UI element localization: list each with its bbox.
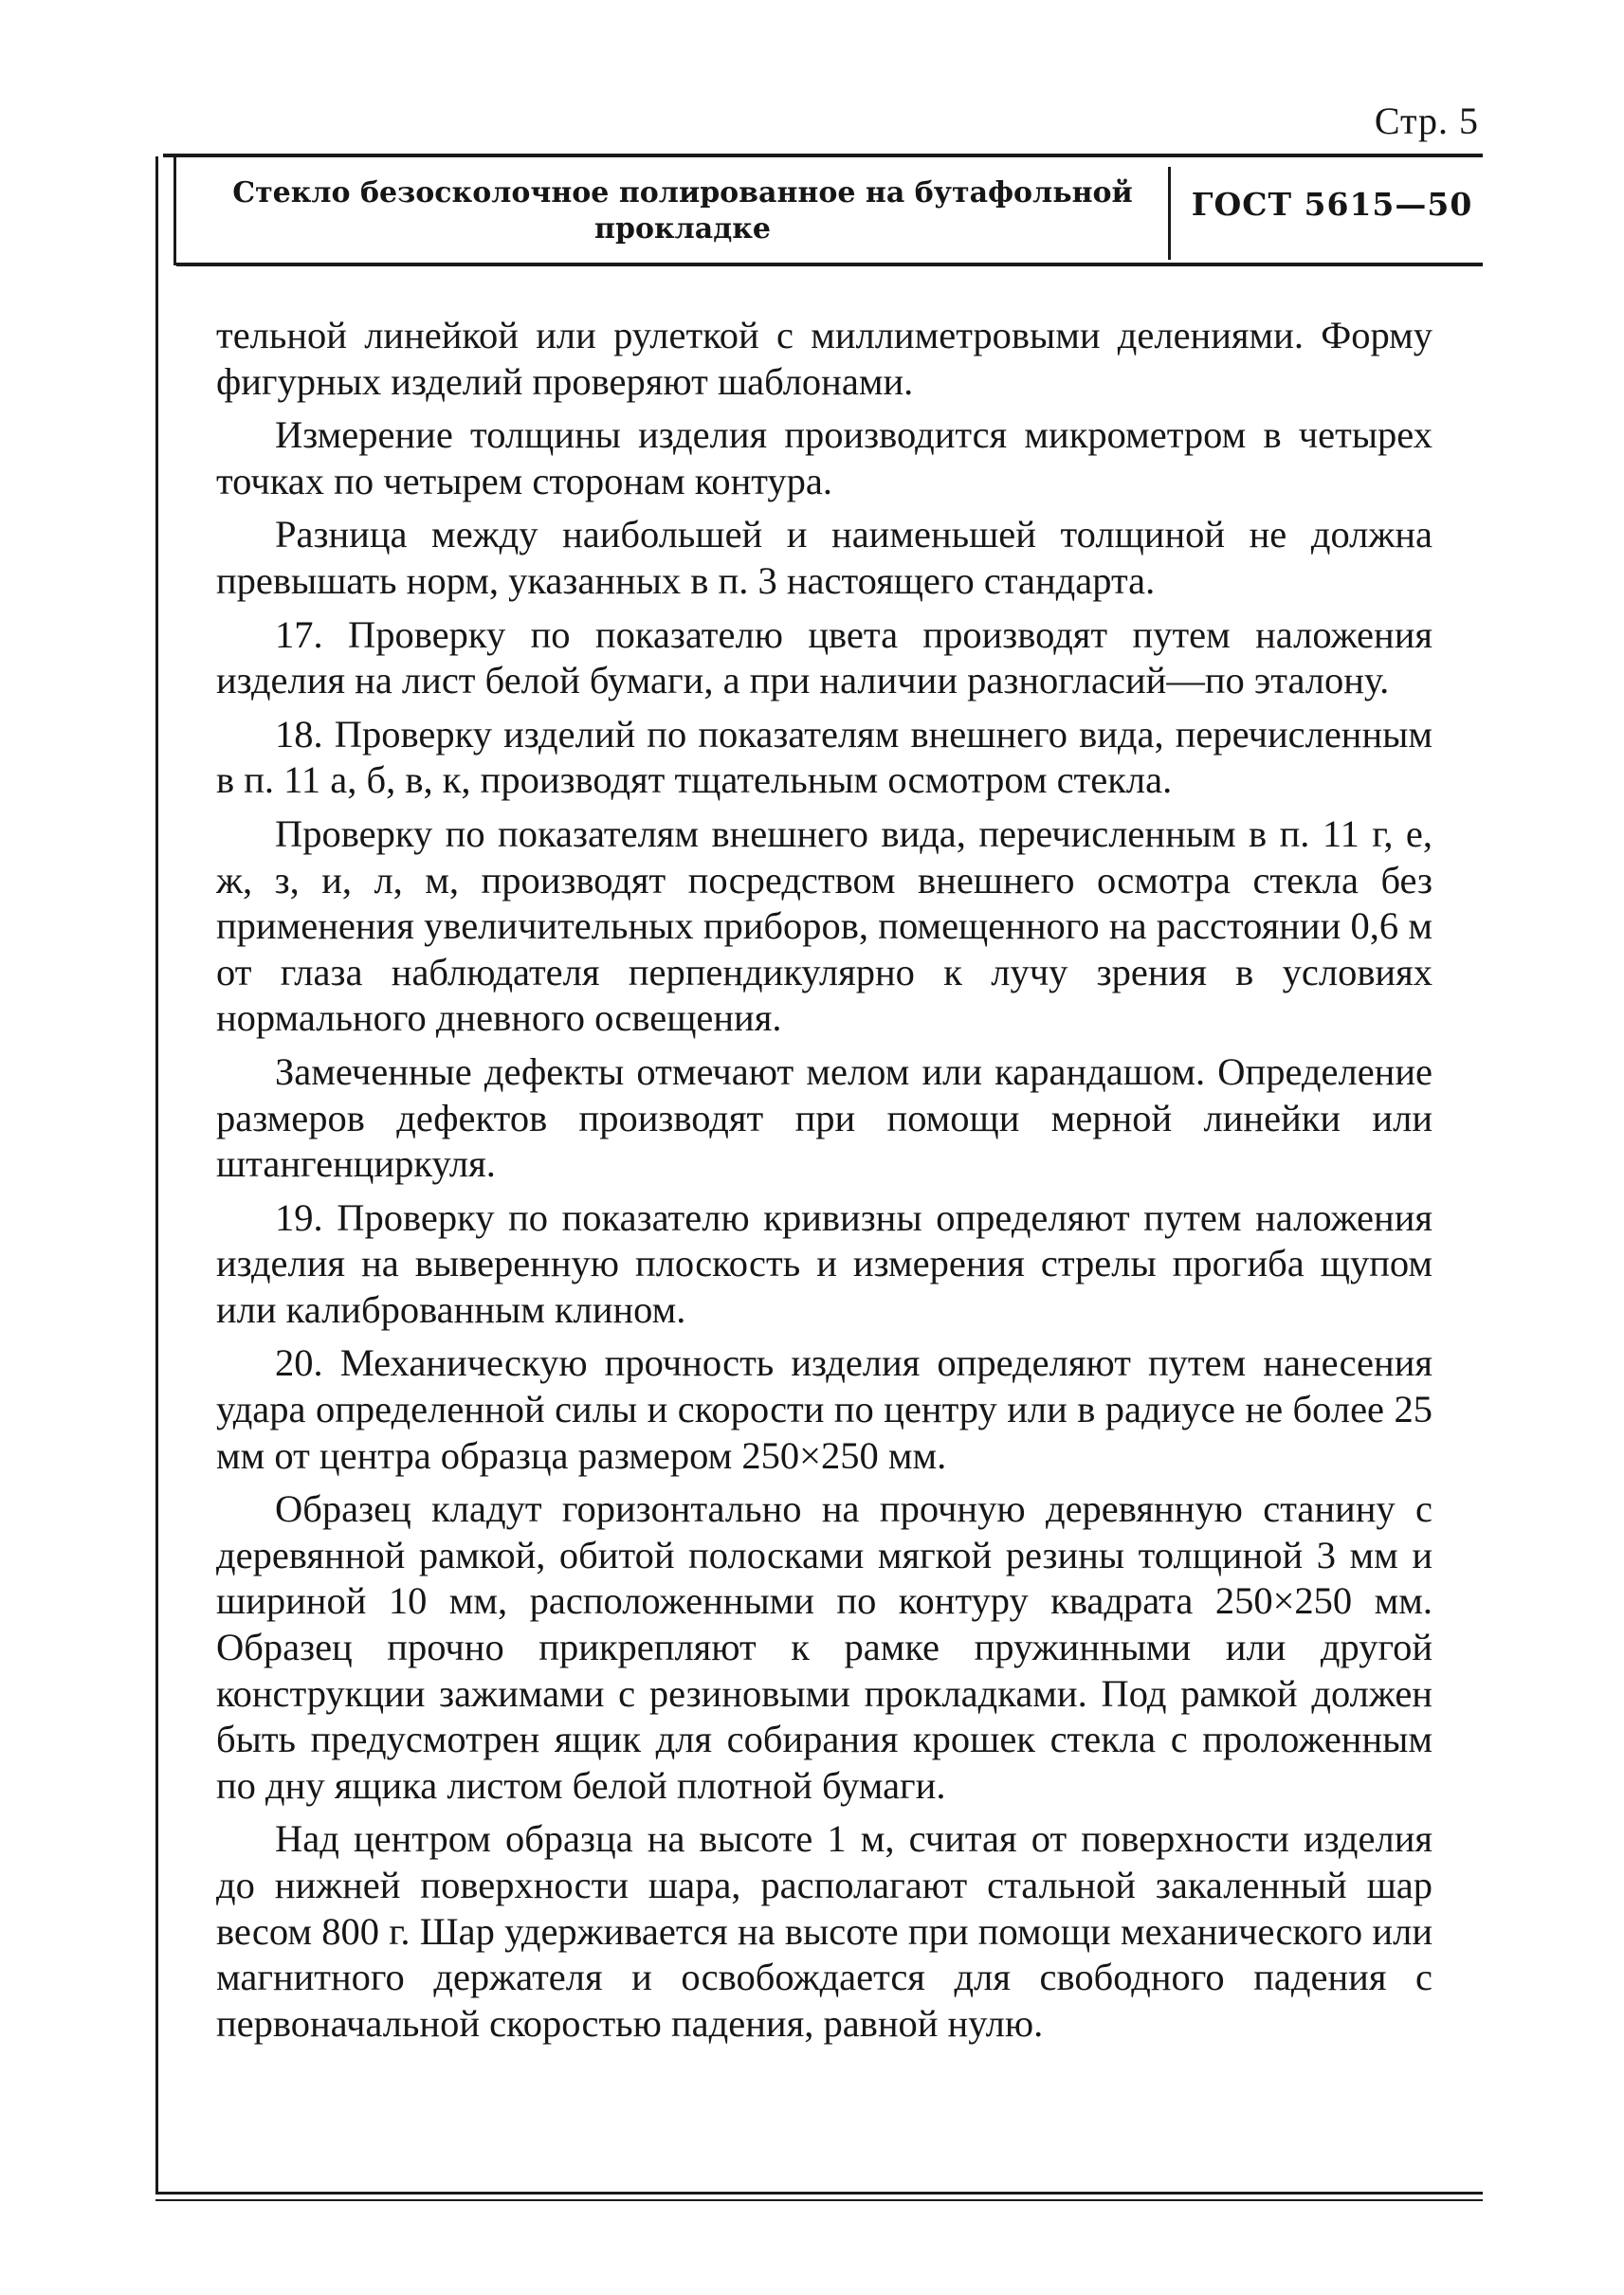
page-bottom-rule bbox=[155, 2192, 1483, 2195]
paragraph-visual-inspection: Проверку по показателям внешнего вида, перечисленным в п. 11 г, е, ж, з, и, л, м, производят посредством внешнего осмотра стекла без применения увеличительных приборов, помещенного на расстоянии 0,6 м от глаза наблюдателя перпендикулярно к лучу зрения в условиях нормального дневного освещения. bbox=[216, 811, 1432, 1040]
paragraph-19: 19. Проверку по показателю кривизны определяют путем наложения изделия на выверенную плоскость и измерения стрелы прогиба щупом или калиброванным клином. bbox=[216, 1195, 1432, 1331]
page-left-border bbox=[155, 156, 158, 2195]
paragraph-thickness-measurement: Измерение толщины изделия производится микрометром в четырех точках по четырем сторонам контура. bbox=[216, 413, 1432, 502]
document-code: ГОСТ 5615—50 bbox=[1191, 186, 1473, 223]
page-bottom-rule-thin bbox=[155, 2199, 1483, 2201]
paragraph-sample-mounting: Образец кладут горизонтально на прочную деревянную станину с деревянной рамкой, обитой полосками мягкой резины толщиной 3 мм и шириной 10 мм, расположенными по контуру квадрата 250×250 мм. Образец прочно прикрепляют к рамке пружинными или другой конструкции зажимами с резиновыми прокладками. Под рамкой должен быть предусмотрен ящик для собирания крошек стекла с проложенным по дну ящика листом белой плотной бумаги. bbox=[216, 1487, 1432, 1807]
header-divider bbox=[1168, 167, 1171, 260]
body-text bbox=[216, 313, 1432, 2047]
document-title: Стекло безосколочное полированное на бутафольной прокладке bbox=[232, 176, 1133, 246]
paragraph-defects: Замеченные дефекты отмечают мелом или карандашом. Определение размеров дефектов производят при помощи мерной линейки или штангенциркуля. bbox=[216, 1049, 1432, 1186]
paragraph-20: 20. Механическую прочность изделия определяют путем нанесения удара определенной силы и скорости по центру или в радиусе не более 25 мм от центра образца размером 250×250 мм. bbox=[216, 1341, 1432, 1477]
paragraph-continuation: тельной линейкой или рулеткой с миллиметровыми делениями. Форму фигурных изделий проверяют шаблонами. bbox=[216, 314, 1432, 403]
header-top-rule bbox=[163, 154, 1483, 157]
paragraph-ball-drop: Над центром образца на высоте 1 м, считая от поверхности изделия до нижней поверхности шара, располагают стальной закаленный шар весом 800 г. Шар удерживается на высоте при помощи механического или магнитного держателя и освобождается для свободного падения с первоначальной скоростью падения, равной нулю. bbox=[216, 1817, 1432, 2045]
page-number: Стр. 5 bbox=[1374, 100, 1479, 142]
paragraph-18: 18. Проверку изделий по показателям внешнего вида, перечисленным в п. 11 а, б, в, к, производят тщательным осмотром стекла. bbox=[216, 712, 1432, 802]
header-left-border bbox=[173, 155, 176, 265]
header-bottom-rule bbox=[176, 263, 1483, 266]
paragraph-17: 17. Проверку по показателю цвета производят путем наложения изделия на лист белой бумаги, а при наличии разногласий—по эталону. bbox=[216, 612, 1432, 702]
paragraph-thickness-difference: Разница между наибольшей и наименьшей толщиной не должна превышать норм, указанных в п. 3 настоящего стандарта. bbox=[216, 513, 1432, 602]
